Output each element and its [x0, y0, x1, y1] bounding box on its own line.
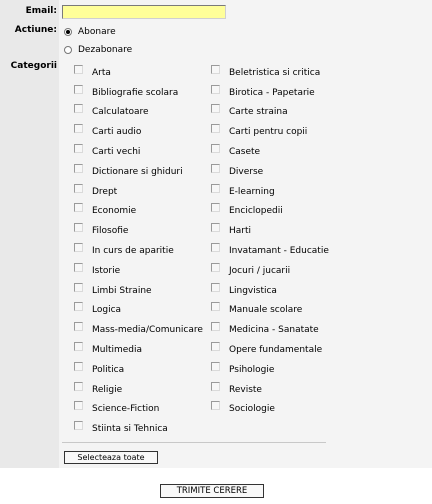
category-item[interactable] [211, 221, 329, 241]
category-checkbox[interactable] [211, 65, 220, 74]
category-checkbox[interactable] [74, 104, 83, 113]
category-item[interactable] [74, 142, 203, 162]
category-item[interactable] [211, 142, 329, 162]
category-checkbox[interactable] [211, 283, 220, 292]
category-item[interactable] [211, 340, 329, 360]
category-item[interactable] [74, 103, 203, 123]
categorii-label: Categorii [10, 61, 57, 71]
category-label: Limbi Straine [92, 285, 152, 296]
category-checkbox[interactable] [211, 243, 220, 252]
category-checkbox[interactable] [74, 382, 83, 391]
category-label: Medicina - Sanatate [229, 325, 319, 336]
category-item[interactable] [211, 301, 329, 321]
category-label: Calculatoare [92, 107, 149, 118]
category-item[interactable] [74, 202, 203, 222]
category-label: Harti [229, 226, 252, 237]
category-checkbox[interactable] [74, 362, 83, 371]
category-label: Arta [92, 67, 111, 78]
category-label: Politica [92, 364, 125, 375]
category-checkbox[interactable] [74, 184, 83, 193]
category-checkbox[interactable] [74, 342, 83, 351]
category-item[interactable] [74, 83, 203, 103]
category-checkbox[interactable] [211, 362, 220, 371]
category-checkbox[interactable] [74, 302, 83, 311]
category-item[interactable] [211, 281, 329, 301]
category-item[interactable] [211, 122, 329, 142]
category-item[interactable] [74, 320, 203, 340]
categories-right-column [211, 63, 329, 419]
label-column [0, 0, 59, 468]
category-checkbox[interactable] [211, 203, 220, 212]
category-item[interactable] [211, 241, 329, 261]
category-label: Economie [92, 206, 137, 217]
category-label: Logica [92, 305, 122, 316]
category-item[interactable] [211, 400, 329, 420]
category-checkbox[interactable] [74, 65, 83, 74]
category-checkbox[interactable] [211, 401, 220, 410]
email-input[interactable] [62, 5, 226, 19]
category-label: Drept [92, 186, 118, 197]
category-item[interactable] [74, 360, 203, 380]
category-item[interactable] [211, 162, 329, 182]
category-label: Istorie [92, 265, 121, 276]
category-checkbox[interactable] [74, 283, 83, 292]
category-label: Mass-media/Comunicare [92, 325, 203, 336]
category-item[interactable] [74, 221, 203, 241]
category-checkbox[interactable] [211, 322, 220, 331]
category-label: Reviste [229, 384, 262, 395]
category-label: Multimedia [92, 345, 143, 356]
category-item[interactable] [211, 182, 329, 202]
category-checkbox[interactable] [74, 421, 83, 430]
category-label: Birotica - Papetarie [229, 87, 315, 98]
actiune-label: Actiune: [14, 25, 57, 35]
radio-abonare-label: Abonare [78, 27, 116, 37]
email-label: Email: [25, 6, 57, 16]
category-checkbox[interactable] [211, 164, 220, 173]
category-item[interactable] [211, 380, 329, 400]
category-checkbox[interactable] [211, 144, 220, 153]
category-item[interactable] [211, 83, 329, 103]
category-label: Science-Fiction [92, 404, 160, 415]
category-label: Diverse [229, 166, 264, 177]
category-label: Beletristica si critica [229, 67, 321, 78]
category-checkbox[interactable] [74, 243, 83, 252]
category-checkbox[interactable] [74, 401, 83, 410]
category-label: Religie [92, 384, 123, 395]
category-checkbox[interactable] [74, 263, 83, 272]
category-item[interactable] [74, 162, 203, 182]
category-item[interactable] [74, 301, 203, 321]
category-label: Lingvistica [229, 285, 277, 296]
radio-dezabonare[interactable] [64, 44, 132, 56]
category-label: Bibliografie scolara [92, 87, 179, 98]
category-item[interactable] [74, 241, 203, 261]
category-checkbox[interactable] [211, 223, 220, 232]
category-label: Stiinta si Tehnica [92, 424, 168, 435]
category-item[interactable] [74, 122, 203, 142]
radio-button-abonare[interactable] [64, 28, 72, 36]
category-label: In curs de aparitie [92, 246, 174, 257]
category-label: Enciclopedii [229, 206, 283, 217]
category-label: Carti audio [92, 127, 142, 138]
category-item[interactable] [74, 419, 203, 439]
radio-button-dezabonare[interactable] [64, 46, 72, 54]
category-checkbox[interactable] [74, 164, 83, 173]
category-checkbox[interactable] [211, 184, 220, 193]
submit-button[interactable]: TRIMITE CERERE [160, 484, 264, 498]
category-label: Psihologie [229, 364, 275, 375]
category-item[interactable] [211, 261, 329, 281]
category-checkbox[interactable] [74, 223, 83, 232]
category-label: Jocuri / jucarii [229, 265, 291, 276]
category-checkbox[interactable] [211, 85, 220, 94]
category-item[interactable] [211, 103, 329, 123]
category-item[interactable] [74, 340, 203, 360]
category-label: Filosofie [92, 226, 129, 237]
category-item[interactable] [74, 261, 203, 281]
category-checkbox[interactable] [211, 382, 220, 391]
radio-dezabonare-label: Dezabonare [78, 45, 133, 55]
category-checkbox[interactable] [211, 342, 220, 351]
category-label: Dictionare si ghiduri [92, 166, 183, 177]
select-all-button[interactable]: Selecteaza toate [64, 451, 158, 464]
category-item[interactable] [211, 63, 329, 83]
category-checkbox[interactable] [211, 302, 220, 311]
category-item[interactable] [74, 63, 203, 83]
category-item[interactable] [211, 320, 329, 340]
category-checkbox[interactable] [211, 263, 220, 272]
category-item[interactable] [211, 202, 329, 222]
category-checkbox[interactable] [211, 124, 220, 133]
category-label: Carti vechi [92, 147, 141, 158]
category-label: Carti pentru copii [229, 127, 308, 138]
category-checkbox[interactable] [74, 144, 83, 153]
category-item[interactable] [74, 380, 203, 400]
category-label: Manuale scolare [229, 305, 303, 316]
category-checkbox[interactable] [74, 322, 83, 331]
category-item[interactable] [211, 360, 329, 380]
category-checkbox[interactable] [74, 85, 83, 94]
category-label: E-learning [229, 186, 275, 197]
divider [62, 442, 326, 443]
category-label: Casete [229, 147, 261, 158]
category-checkbox[interactable] [74, 124, 83, 133]
category-label: Opere fundamentale [229, 345, 323, 356]
category-checkbox[interactable] [74, 203, 83, 212]
category-label: Sociologie [229, 404, 275, 415]
category-label: Carte straina [229, 107, 288, 118]
category-checkbox[interactable] [211, 104, 220, 113]
radio-abonare[interactable] [64, 26, 116, 38]
category-label: Invatamant - Educatie [229, 246, 329, 257]
category-item[interactable] [74, 182, 203, 202]
categories-left-column [74, 63, 203, 439]
category-item[interactable] [74, 400, 203, 420]
category-item[interactable] [74, 281, 203, 301]
